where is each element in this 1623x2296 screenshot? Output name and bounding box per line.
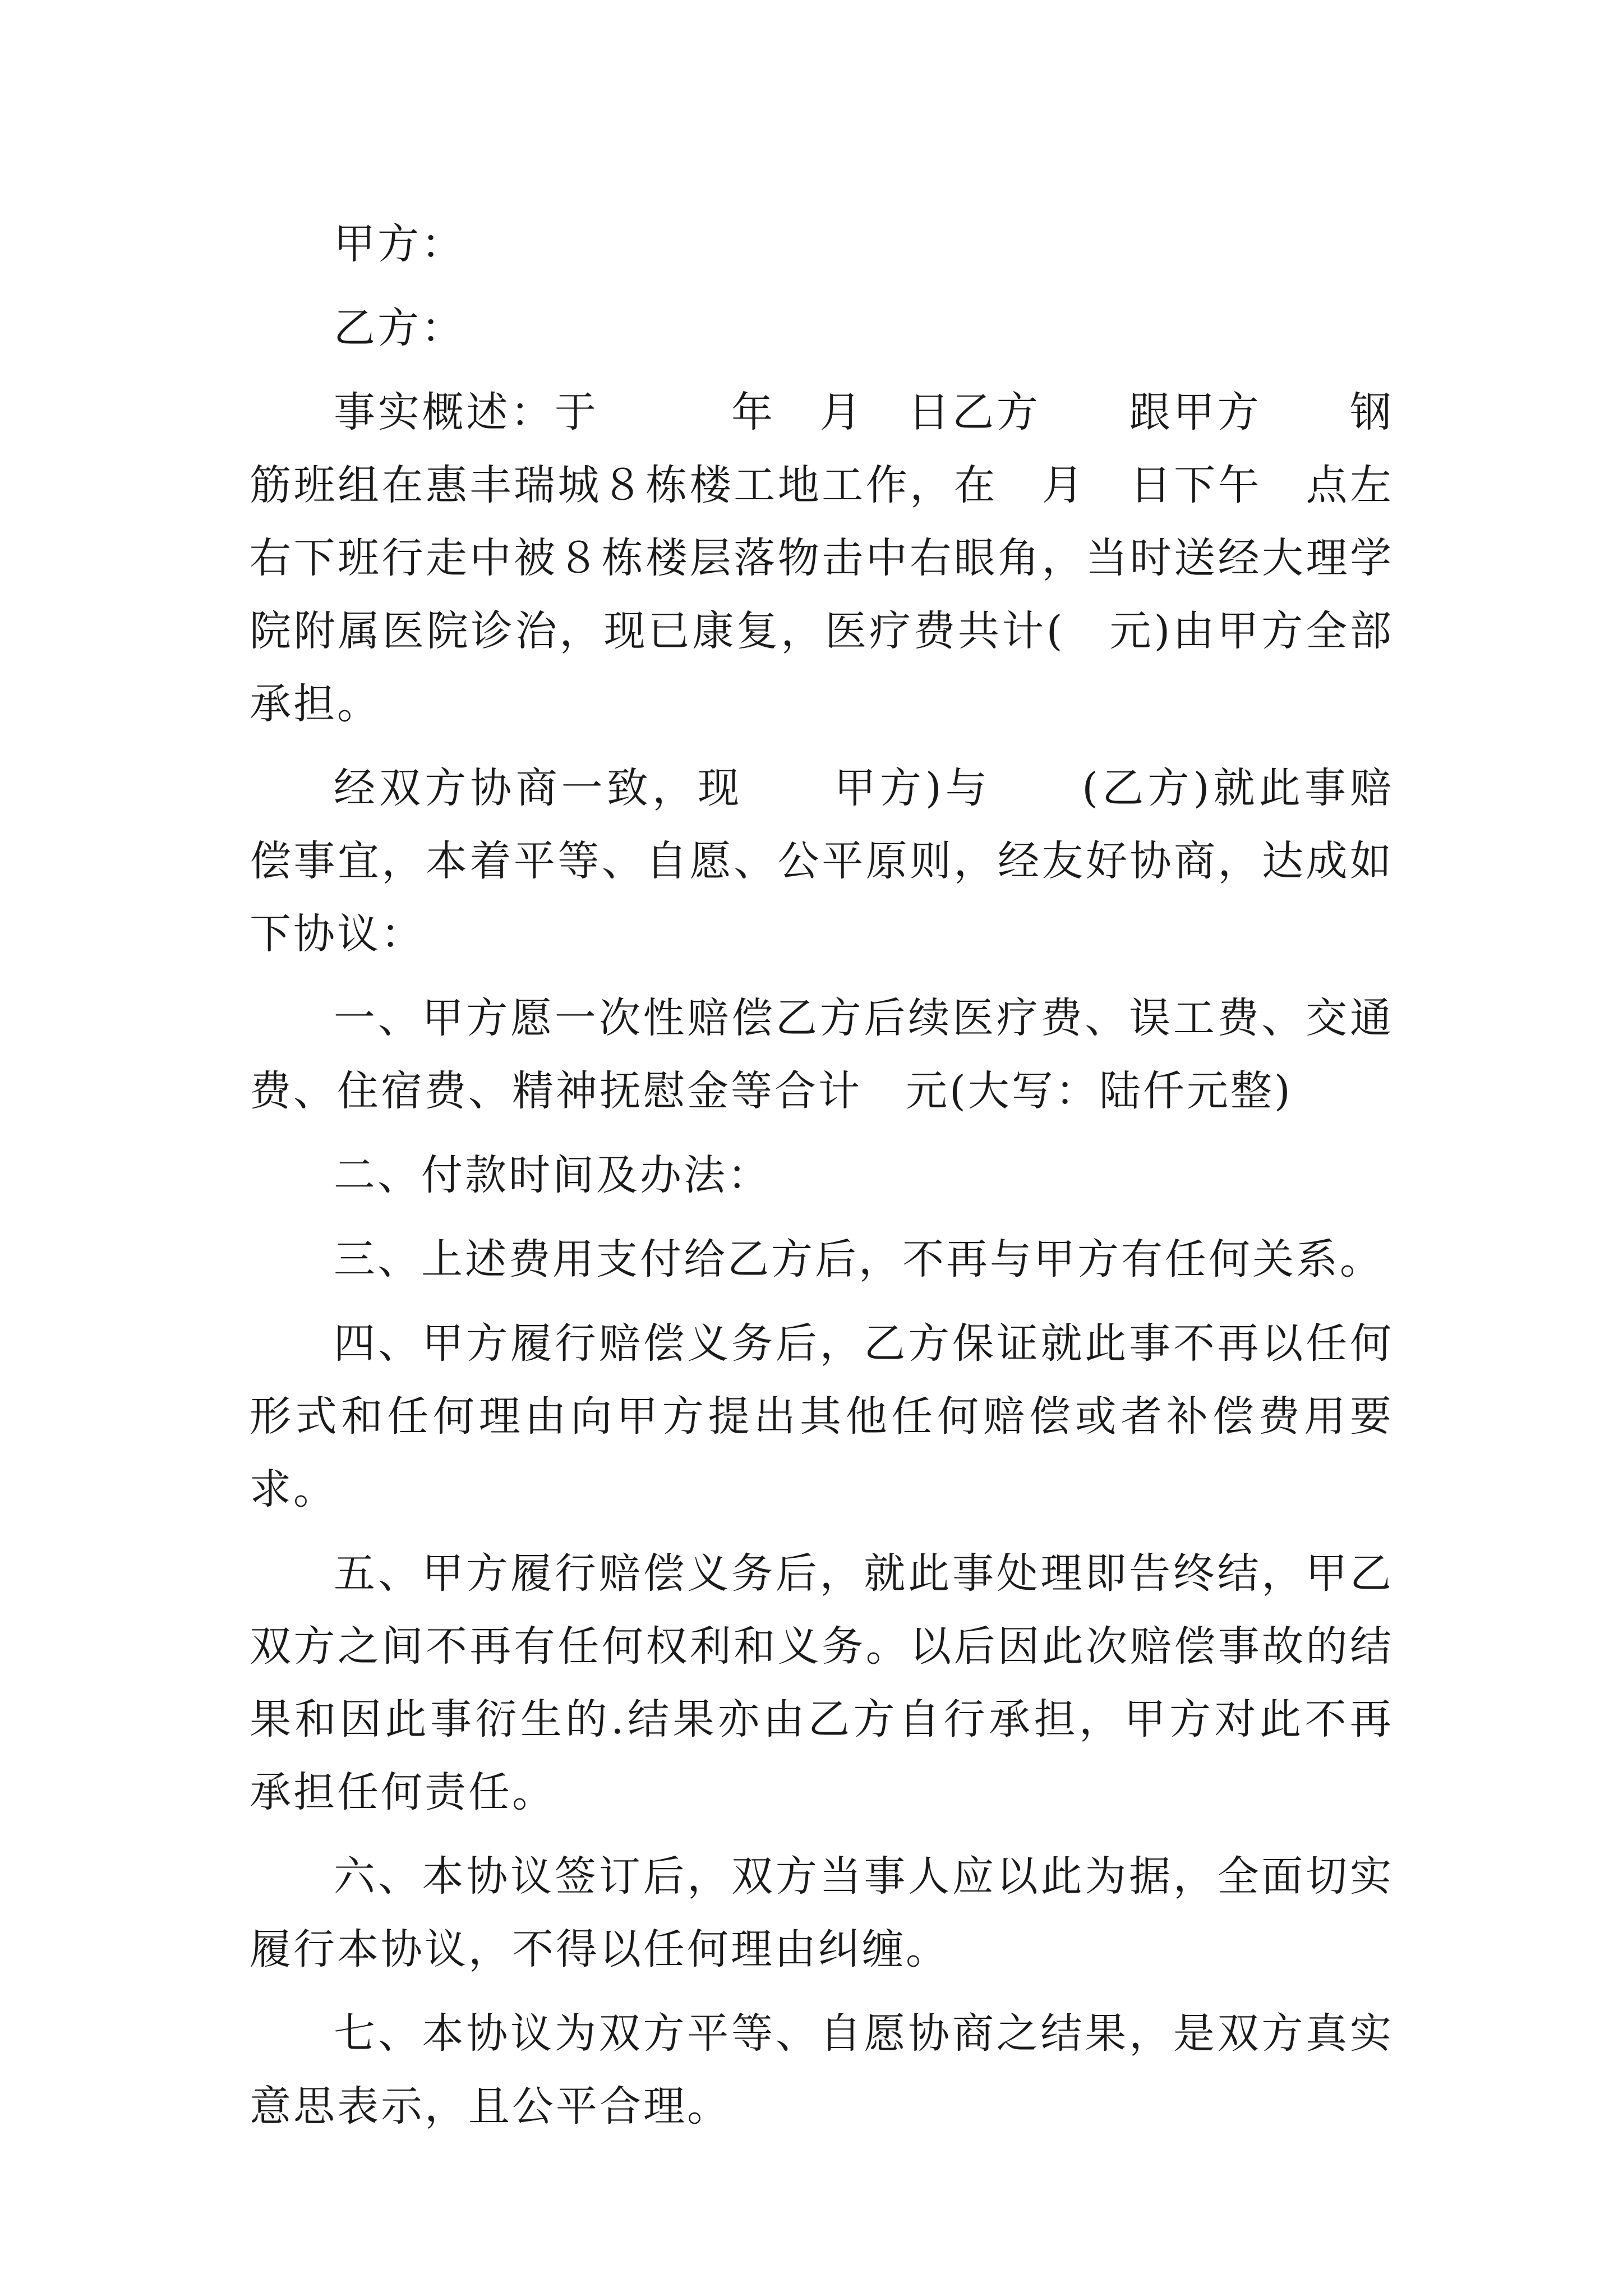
facts-summary-paragraph: 事实概述：于 年 月 日乙方 跟甲方 钢筋班组在惠丰瑞城８栋楼工地工作，在 月 日下午 点左右下班行走中被８栋楼层落物击中右眼角，当时送经大理学院附属医院诊治，现已康复，医疗费共计( 元)由甲方全部承担。 <box>250 388 1394 728</box>
document-body <box>250 208 1394 2154</box>
clause-3-no-relation: 三、上述费用支付给乙方后，不再与甲方有任何关系。 <box>334 1235 1384 1283</box>
negotiation-paragraph: 经双方协商一致，现 甲方)与 (乙方)就此事赔偿事宜，本着平等、自愿、公平原则，经友好协商，达成如下协议： <box>250 764 1394 958</box>
clause-6-performance: 六、本协议签订后，双方当事人应以此为据，全面切实履行本协议，不得以任何理由纠缠。 <box>250 1852 1394 1973</box>
party-a-line: 甲方： <box>334 220 465 268</box>
party-b-line: 乙方： <box>334 304 465 352</box>
clause-4-no-further-claims: 四、甲方履行赔偿义务后，乙方保证就此事不再以任何形式和任何理由向甲方提出其他任何赔偿或者补偿费用要求。 <box>250 1319 1394 1513</box>
clause-1-compensation: 一、甲方愿一次性赔偿乙方后续医疗费、误工费、交通费、住宿费、精神抚慰金等合计 元(大写：陆仟元整) <box>250 994 1394 1115</box>
clause-5-termination: 五、甲方履行赔偿义务后，就此事处理即告终结，甲乙双方之间不再有任何权利和义务。以后因此次赔偿事故的结果和因此事衍生的.结果亦由乙方自行承担，甲方对此不再承担任何责任。 <box>250 1549 1394 1816</box>
clause-2-payment: 二、付款时间及办法： <box>334 1151 771 1199</box>
clause-7-fairness: 七、本协议为双方平等、自愿协商之结果，是双方真实意思表示，且公平合理。 <box>250 2009 1394 2131</box>
